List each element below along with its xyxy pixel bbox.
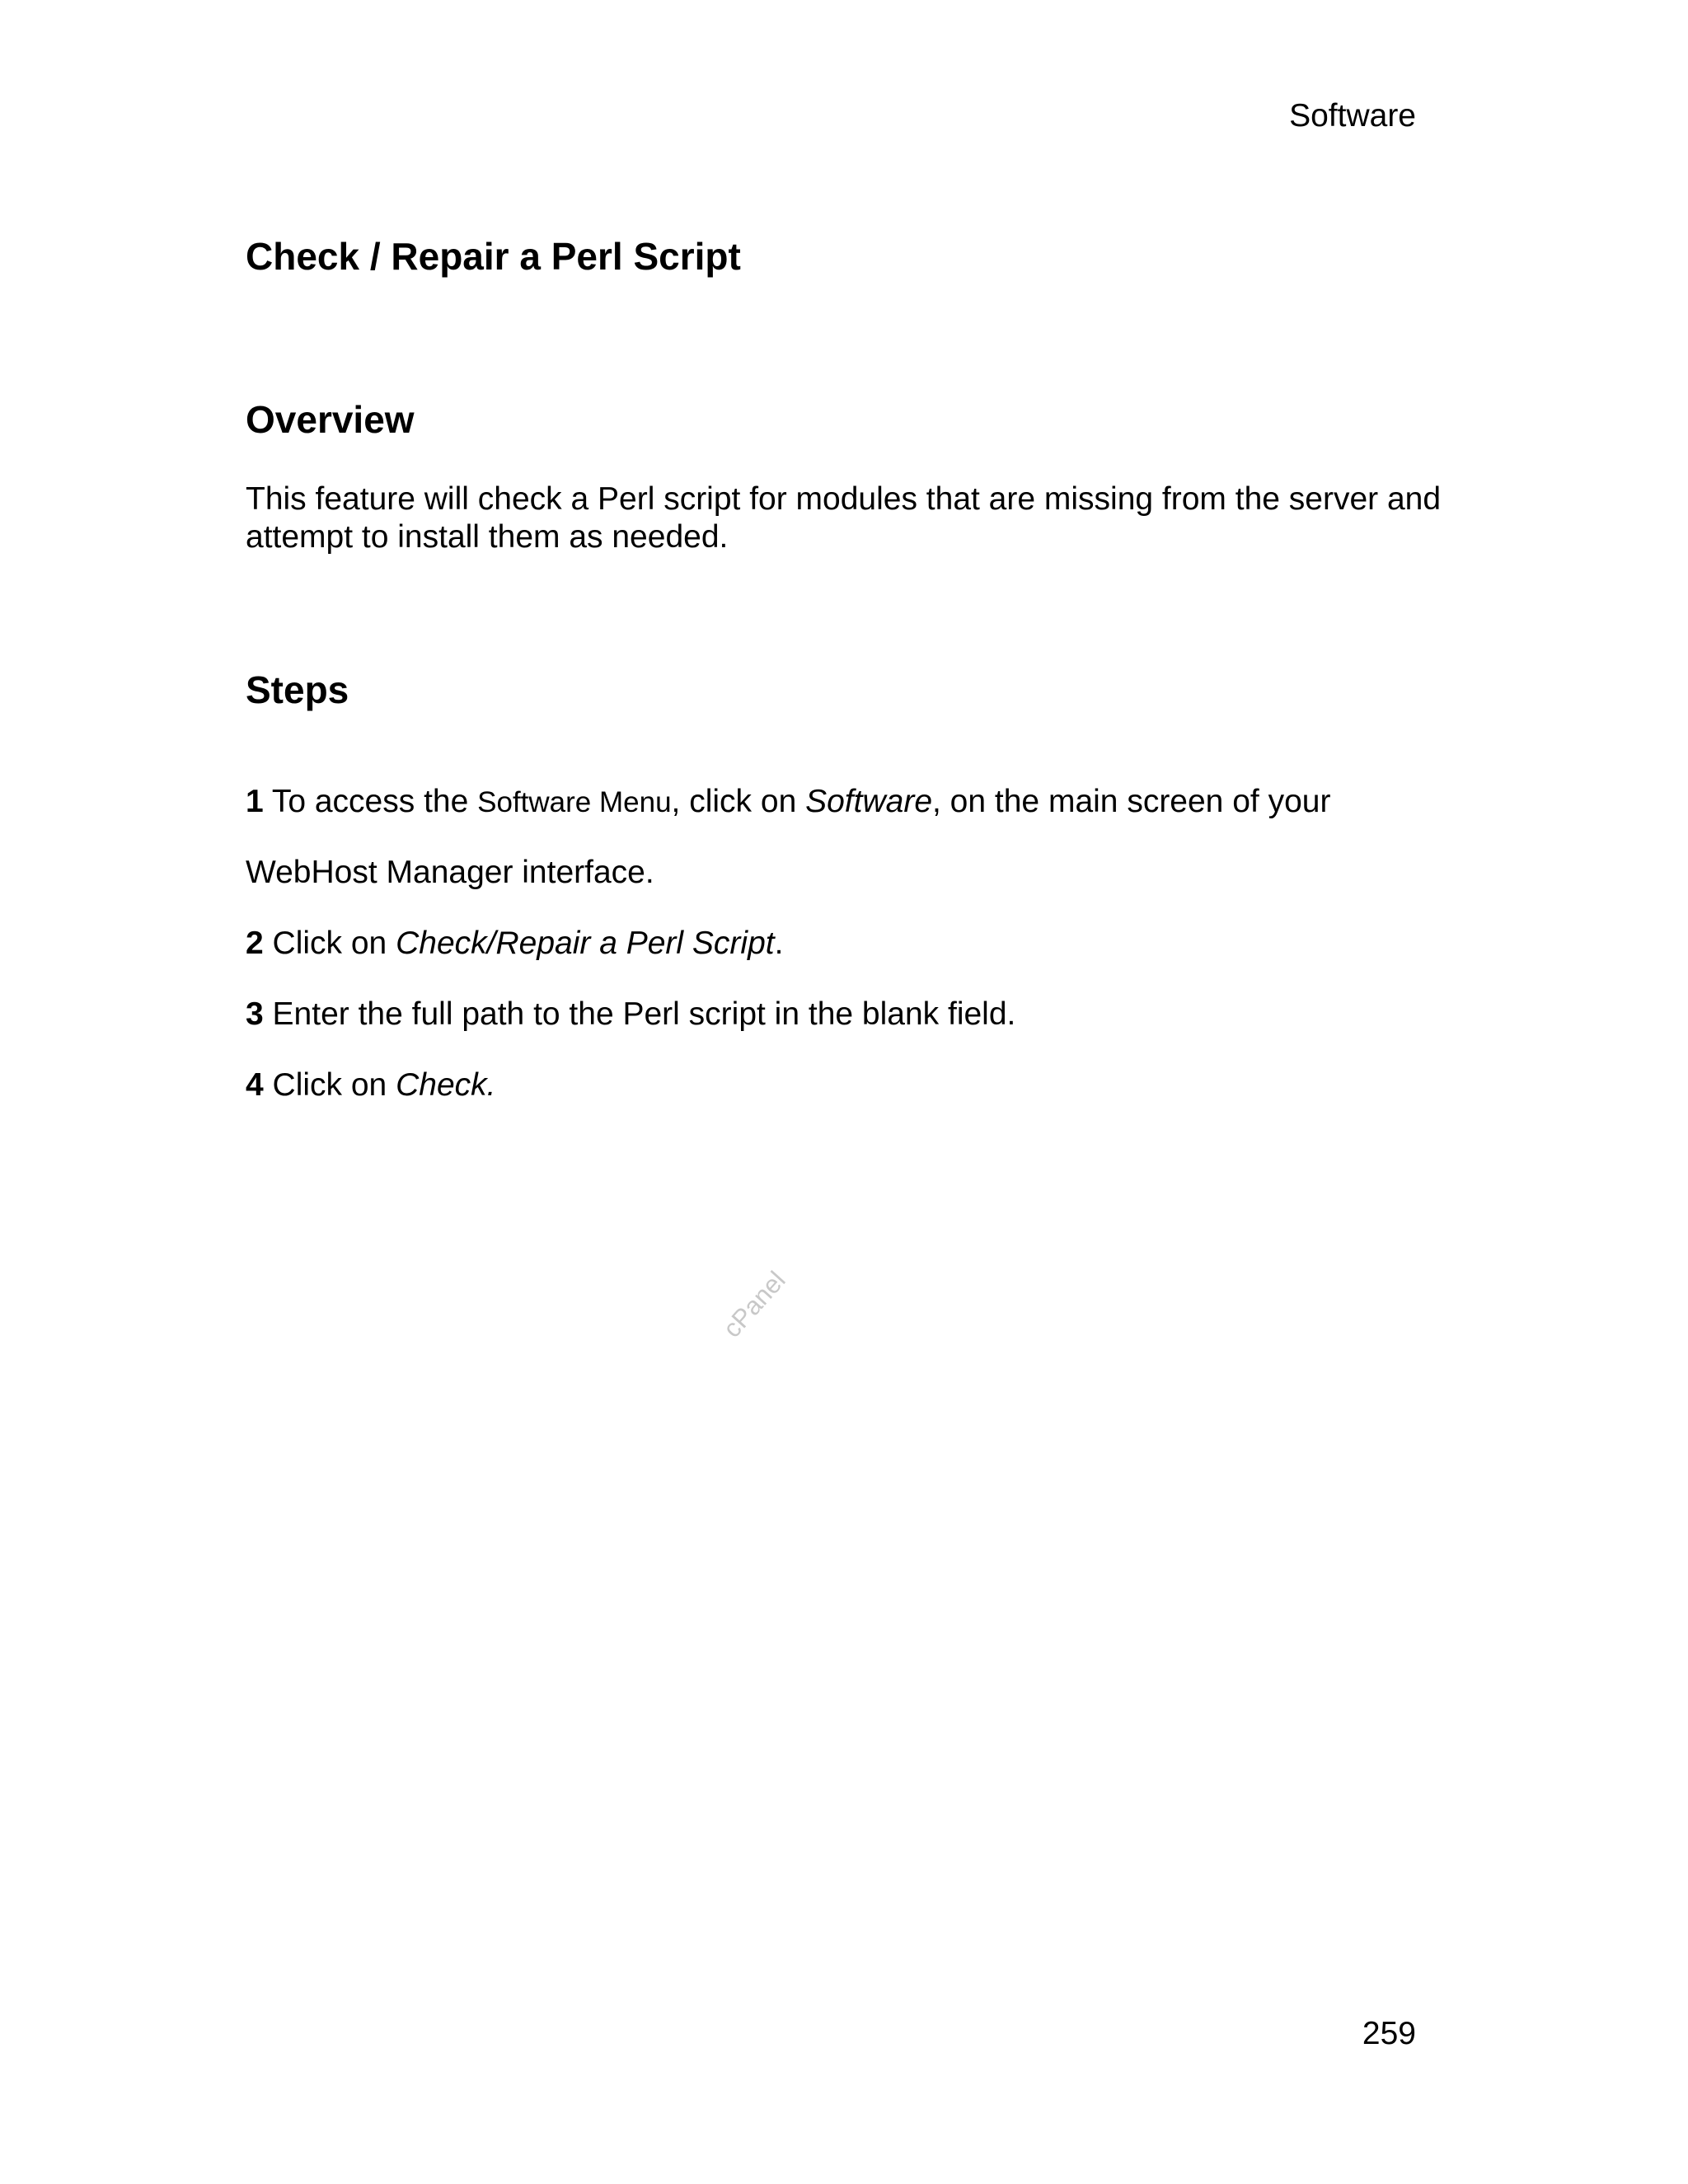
step-1-text-a: To access the <box>263 784 478 819</box>
running-header: Software <box>1289 98 1416 134</box>
step-2-number: 2 <box>246 926 264 961</box>
step-1-menu-name: Software Menu <box>477 786 672 818</box>
page-number: 259 <box>1362 2016 1416 2051</box>
step-1-continuation: WebHost Manager interface. <box>246 855 654 890</box>
step-2-text-c: . <box>774 926 784 961</box>
step-1-emphasis: Software <box>805 784 933 819</box>
step-1 <box>246 783 1330 822</box>
step-4-text-a: Click on <box>263 1067 396 1103</box>
step-1-text-b: , click on <box>671 784 806 819</box>
watermark: cPanel <box>717 1265 791 1343</box>
step-2-text-a: Click on <box>263 926 396 961</box>
overview-paragraph: This feature will check a Perl script for modules that are missing from the server and attempt to install them as needed. <box>246 481 1442 555</box>
step-2-emphasis: Check/Repair a Perl Script <box>396 926 775 961</box>
step-3 <box>246 996 1015 1033</box>
step-4-emphasis: Check. <box>396 1067 496 1103</box>
step-4 <box>246 1066 495 1104</box>
page-title: Check / Repair a Perl Script <box>246 235 741 278</box>
steps-heading: Steps <box>246 668 349 711</box>
overview-heading: Overview <box>246 398 415 441</box>
step-3-text-a: Enter the full path to the Perl script in the blank field. <box>263 996 1016 1032</box>
step-1-number: 1 <box>246 784 264 819</box>
step-1-text-c: , on the main screen of your <box>932 784 1331 819</box>
step-3-number: 3 <box>246 996 264 1032</box>
step-2 <box>246 925 783 963</box>
step-4-number: 4 <box>246 1067 264 1103</box>
